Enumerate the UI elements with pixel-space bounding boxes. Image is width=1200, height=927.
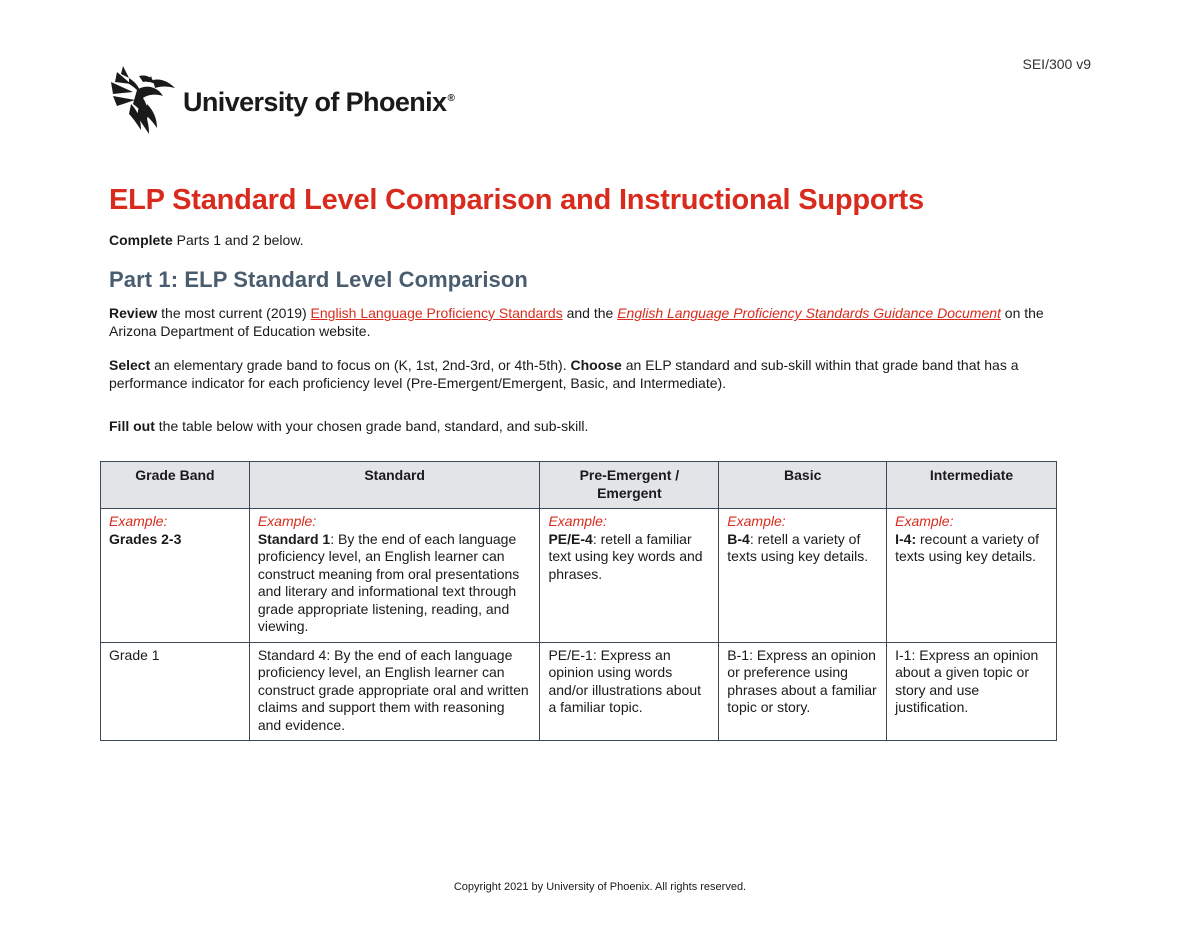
- example-intermediate-cell[interactable]: [887, 509, 1057, 643]
- table-header-row: [101, 462, 1057, 509]
- complete-bold: Complete: [109, 232, 173, 248]
- elp-guidance-document-link[interactable]: English Language Proficiency Standards Guidance Document: [617, 305, 1001, 321]
- grade-1-standard-cell[interactable]: Standard 4: By the end of each language proficiency level, an English learner can construct grade appropriate oral and written claims and support them with reasoning and evidence.: [249, 642, 540, 741]
- select-text: an elementary grade band to focus on (K, 1st, 2nd-3rd, or 4th-5th).: [150, 357, 571, 373]
- logo-wordmark-text: University of Phoenix: [183, 86, 447, 117]
- copyright-footer: Copyright 2021 by University of Phoenix. All rights reserved.: [453, 881, 747, 893]
- example-pe-text: : retell a familiar text using key words and phrases.: [548, 530, 703, 582]
- elp-comparison-table: [100, 461, 1057, 741]
- review-bold: Review: [109, 305, 158, 321]
- elp-standards-link[interactable]: English Language Proficiency Standards: [310, 305, 563, 321]
- fill-bold: Fill out: [109, 418, 155, 434]
- example-standard-bold: Standard 1: [257, 530, 331, 547]
- table-row-grade-1: [101, 642, 1057, 741]
- example-label: Example:: [727, 513, 786, 529]
- example-standard-cell[interactable]: [249, 509, 540, 643]
- registered-mark: ®: [447, 92, 455, 104]
- select-bold: Select: [109, 357, 151, 373]
- review-text-3: on the Arizona Department of Education website.: [109, 305, 1044, 339]
- phoenix-bird-icon: [109, 64, 179, 136]
- example-intermediate-bold: I-4:: [895, 530, 917, 547]
- review-instruction: [109, 305, 1094, 340]
- example-grade: Grades 2-3: [109, 530, 182, 547]
- part1-heading: Part 1: ELP Standard Level Comparison: [109, 267, 528, 292]
- table-row-example: [101, 509, 1057, 643]
- grade-1-intermediate-cell[interactable]: I-1: Express an opinion about a given topic or story and use justification.: [887, 642, 1057, 741]
- select-instruction: [109, 357, 1094, 392]
- example-basic-text: : retell a variety of texts using key details.: [727, 530, 869, 564]
- header-basic: Basic: [719, 462, 887, 509]
- example-intermediate-text: recount a variety of texts using key details.: [895, 530, 1040, 564]
- grade-1-cell[interactable]: Grade 1: [101, 642, 250, 741]
- header-pre-emergent: Pre-Emergent / Emergent: [540, 462, 719, 509]
- fill-instruction: [109, 418, 1094, 436]
- page-title: ELP Standard Level Comparison and Instructional Supports: [109, 184, 924, 216]
- header-grade-band: Grade Band: [101, 462, 250, 509]
- review-text-2: and the: [562, 305, 618, 321]
- review-text-1: the most current (2019): [157, 305, 311, 321]
- header-standard: Standard: [249, 462, 540, 509]
- complete-text: Parts 1 and 2 below.: [172, 232, 304, 248]
- header-intermediate: Intermediate: [887, 462, 1057, 509]
- example-pe-cell[interactable]: [540, 509, 719, 643]
- choose-text: an ELP standard and sub-skill within that grade band that has a performance indicator for each proficiency level (Pre-Emergent/Emergent, Basic, and Intermediate).: [109, 357, 1019, 391]
- example-grade-cell[interactable]: [101, 509, 250, 643]
- grade-1-basic-cell[interactable]: B-1: Express an opinion or preference using phrases about a familiar topic or story.: [719, 642, 887, 741]
- complete-instruction: [109, 232, 1094, 250]
- example-label: Example:: [895, 513, 954, 529]
- logo-wordmark: [183, 87, 454, 118]
- example-standard-text: : By the end of each language proficiency level, an English learner can construct meaning from oral presentations and literary and informational text through grade appropriate listening, reading, and viewing.: [257, 530, 520, 634]
- example-label: Example:: [109, 513, 168, 529]
- example-pe-bold: PE/E-4: [548, 530, 593, 547]
- university-logo: [109, 64, 454, 136]
- example-basic-bold: B-4: [727, 530, 750, 547]
- choose-bold: Choose: [570, 357, 622, 373]
- example-basic-cell[interactable]: [719, 509, 887, 643]
- fill-text: the table below with your chosen grade band, standard, and sub-skill.: [154, 418, 589, 434]
- document-code: SEI/300 v9: [1022, 56, 1091, 72]
- example-label: Example:: [257, 513, 317, 529]
- grade-1-pe-cell[interactable]: PE/E-1: Express an opinion using words and/or illustrations about a familiar topic.: [540, 642, 719, 741]
- example-label: Example:: [548, 513, 607, 529]
